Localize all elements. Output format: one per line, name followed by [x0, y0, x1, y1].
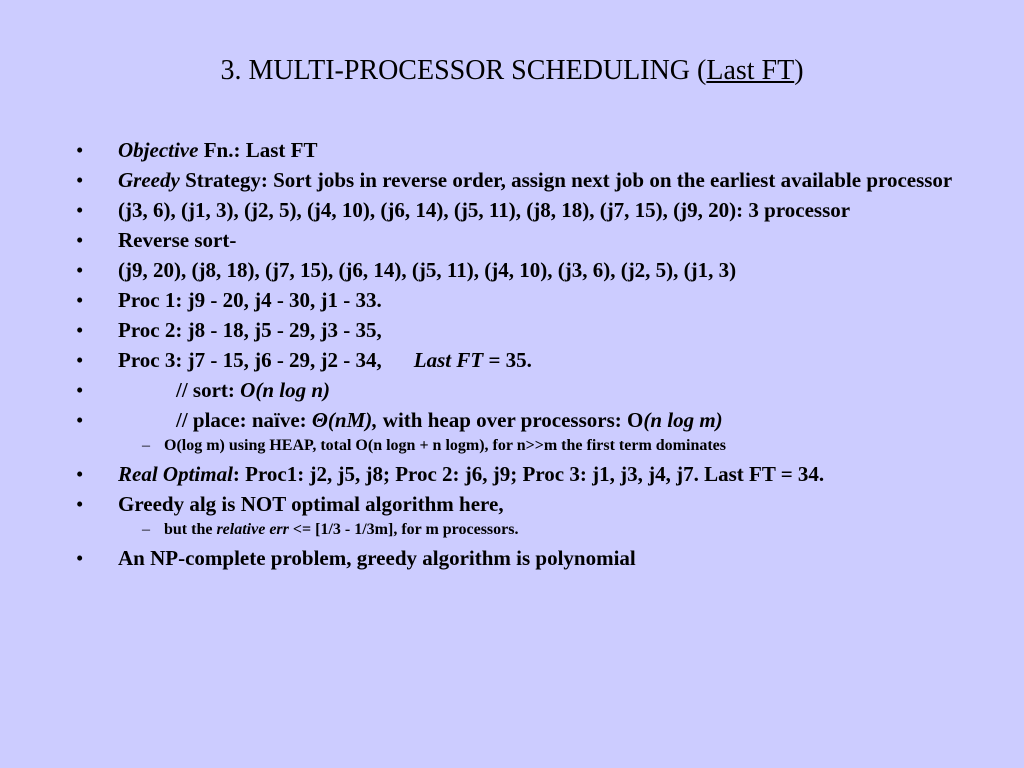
bullet-np-complete: • An NP-complete problem, greedy algorithm is polynomial	[74, 546, 954, 570]
bullet-list	[74, 138, 954, 576]
bullet-reverse-sort: • Reverse sort-	[74, 228, 954, 252]
bullet-greedy-not-optimal: • Greedy alg is NOT optimal algorithm here,	[74, 492, 954, 516]
bullet-job-list: • (j3, 6), (j1, 3), (j2, 5), (j4, 10), (j6, 14), (j5, 11), (j8, 18), (j7, 15), (j9, 20): 3 processor	[74, 198, 954, 222]
bullet-objective: • Objective Fn.: Last FT	[74, 138, 954, 162]
title-underlined: Last FT	[706, 55, 795, 86]
bullet-proc-2: • Proc 2: j8 - 18, j5 - 29, j3 - 35,	[74, 318, 954, 342]
bullet-sort-complexity: • // sort: O(n log n)	[74, 378, 954, 402]
bullet-greedy-strategy: • Greedy Strategy: Sort jobs in reverse order, assign next job on the earliest available processor	[74, 168, 954, 192]
subbullet-relative-err: – but the relative err <= [1/3 - 1/3m], for m processors.	[74, 520, 954, 539]
slide-title: 3. MULTI-PROCESSOR SCHEDULING (Last FT)	[220, 55, 804, 86]
bullet-sorted-list: • (j9, 20), (j8, 18), (j7, 15), (j6, 14), (j5, 11), (j4, 10), (j3, 6), (j2, 5), (j1, 3)	[74, 258, 954, 282]
bullet-place-complexity: • // place: naïve: Θ(nM), with heap over processors: O(n log m)	[74, 408, 954, 432]
bullet-real-optimal: • Real Optimal: Proc1: j2, j5, j8; Proc 2: j6, j9; Proc 3: j1, j3, j4, j7. Last FT = 34.	[74, 462, 954, 486]
subbullet-heap: – O(log m) using HEAP, total O(n logn + n logm), for n>>m the first term dominates	[74, 436, 954, 455]
bullet-proc-3: • Proc 3: j7 - 15, j6 - 29, j2 - 34, Last FT = 35.	[74, 348, 954, 372]
bullet-proc-1: • Proc 1: j9 - 20, j4 - 30, j1 - 33.	[74, 288, 954, 312]
